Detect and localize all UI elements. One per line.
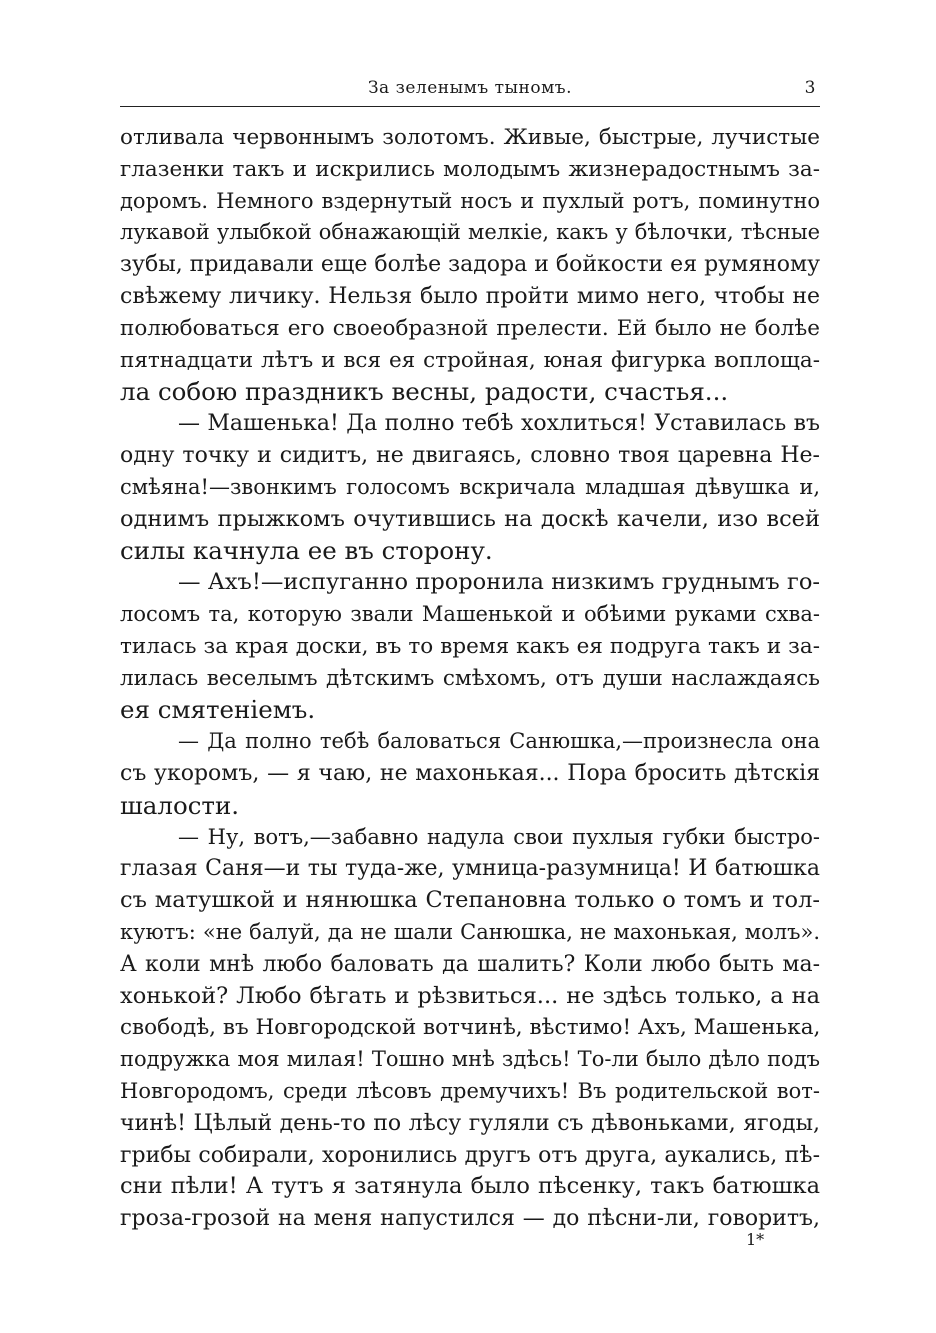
text-line: — Ахъ!—испуганно проронила низкимъ груднымъ го- bbox=[178, 569, 820, 596]
text-line: — Да полно тебѣ баловаться Санюшка,—произнесла она bbox=[178, 729, 820, 754]
text-line: съ укоромъ, — я чаю, не махонькая... Пора бросить дѣтскія bbox=[120, 760, 820, 786]
text-line: силы качнула ее въ сторону. bbox=[120, 536, 493, 566]
text-line: зубы, придавали еще болѣе задора и бойкости ея румяному bbox=[120, 252, 821, 278]
text-line: полюбоваться его своеобразной прелести. Ей было не болѣе bbox=[120, 315, 820, 341]
text-line: — Ну, вотъ,—забавно надула свои пухлыя губки быстро- bbox=[178, 824, 820, 849]
text-line: глазая Саня—и ты туда-же, умница-разумница! И батюшка bbox=[120, 856, 820, 882]
text-line: пятнадцати лѣтъ и вся ея стройная, юная фигурка воплоща- bbox=[120, 347, 820, 373]
text-line: свободѣ, въ Новгородской вотчинѣ, вѣстимо! Ахъ, Машенька, bbox=[120, 1015, 821, 1041]
text-line: глазенки такъ и искрились молодымъ жизнерадостнымъ за- bbox=[120, 156, 820, 182]
text-line: шалости. bbox=[120, 790, 240, 820]
text-line: сни пѣли! А тутъ я затянула было пѣсенку, такъ батюшка bbox=[120, 1173, 820, 1200]
text-line: чинѣ! Цѣлый день-то по лѣсу гуляли съ дѣвоньками, ягоды, bbox=[120, 1110, 820, 1136]
text-line: одну точку и сидитъ, не двигаясь, словно твоя царевна Не- bbox=[120, 442, 820, 468]
text-line: однимъ прыжкомъ очутившись на доскѣ качели, изо всей bbox=[120, 505, 820, 532]
text-line: Новгородомъ, среди лѣсовъ дремучихъ! Въ родительской вот- bbox=[120, 1078, 820, 1103]
text-line: лосомъ та, которую звали Машенькой и обѣими руками схва- bbox=[120, 601, 820, 626]
text-line: доромъ. Немного вздернутый носъ и пухлый ротъ, поминутно bbox=[120, 188, 820, 213]
text-line: свѣжему личику. Нельзя было пройти мимо него, чтобы не bbox=[120, 283, 820, 309]
running-title: За зеленымъ тыномъ. bbox=[367, 78, 573, 98]
text-line: хонькой? Любо бѣгать и рѣзвиться... не здѣсь только, а на bbox=[120, 982, 820, 1009]
text-line: смѣяна!—звонкимъ голосомъ вскричала младшая дѣвушка и, bbox=[120, 474, 820, 499]
text-line: гроза-грозой на меня напустился — до пѣсни-ли, говоритъ, bbox=[120, 1206, 820, 1232]
text-line: тилась за края доски, въ то время какъ ея подруга такъ и за- bbox=[120, 633, 820, 659]
text-line: — Машенька! Да полно тебѣ хохлиться! Уставилась въ bbox=[178, 411, 820, 437]
text-line: съ матушкой и нянюшка Степановна только о томъ и тол- bbox=[120, 887, 820, 914]
header-rule bbox=[120, 106, 820, 107]
text-line: отливала червоннымъ золотомъ. Живые, быстрые, лучистые bbox=[120, 125, 820, 150]
page-number: 3 bbox=[804, 78, 816, 98]
running-head bbox=[120, 78, 820, 104]
body-text bbox=[120, 122, 820, 1235]
text-line: куютъ: «не балуй, да не шали Санюшка, не махонькая, молъ». bbox=[120, 919, 820, 944]
text-line: ея смятеніемъ. bbox=[120, 695, 316, 725]
text-line: ла собою праздникъ весны, радости, счастья... bbox=[120, 377, 729, 407]
signature-mark: 1* bbox=[746, 1230, 765, 1249]
text-line: подружка моя милая! Тошно мнѣ здѣсь! То-ли было дѣло подъ bbox=[120, 1047, 820, 1072]
text-line: лукавой улыбкой обнажающій мелкіе, какъ у бѣлочки, тѣсные bbox=[120, 220, 820, 245]
text-line: лилась веселымъ дѣтскимъ смѣхомъ, отъ души наслаждаясь bbox=[120, 665, 820, 691]
text-line: А коли мнѣ любо баловать да шалить? Коли любо быть ма- bbox=[120, 951, 820, 977]
text-line: грибы собирали, хоронились другъ отъ друга, аукались, пѣ- bbox=[120, 1142, 820, 1168]
